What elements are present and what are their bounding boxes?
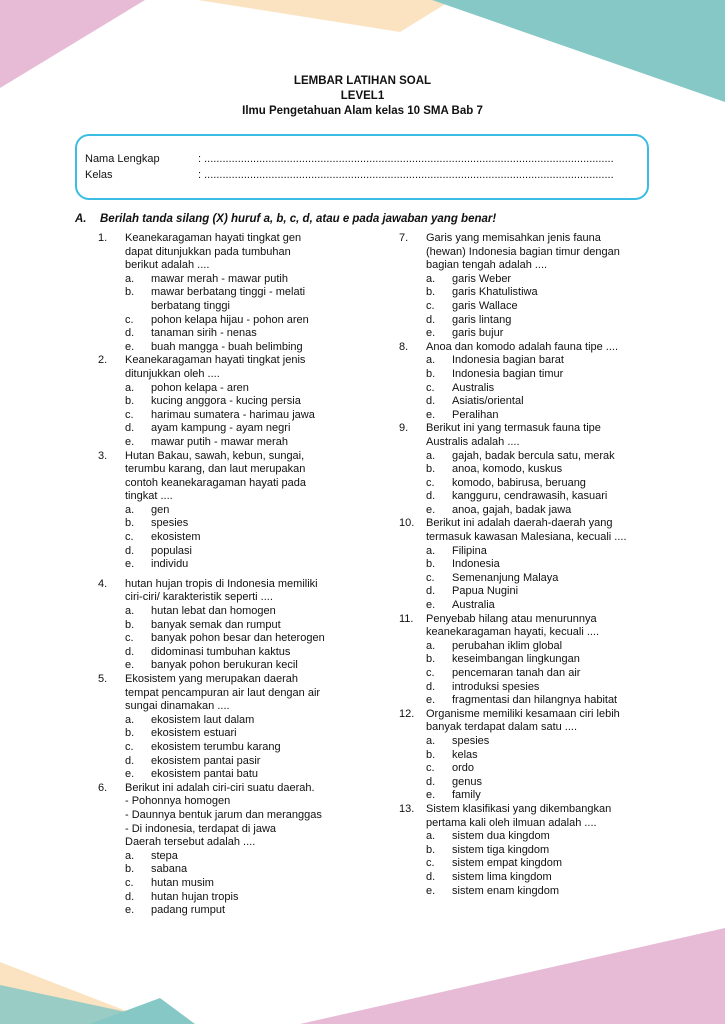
instruction-text: Berilah tanda silang (X) huruf a, b, c, d, atau e pada jawaban yang benar!: [100, 213, 497, 225]
answer-option[interactable]: [426, 490, 653, 504]
answer-option[interactable]: [125, 436, 346, 450]
question-number: 1.: [98, 232, 108, 244]
question-text: [426, 517, 653, 544]
option-text: banyak pohon besar dan heterogen: [151, 632, 325, 645]
option-text: individu: [151, 558, 189, 571]
option-text: mawar merah - mawar putih: [151, 272, 288, 285]
option-text: sistem empat kingdom: [452, 857, 563, 870]
option-letter[interactable]: d.: [426, 313, 436, 326]
answer-option[interactable]: [426, 667, 653, 681]
answer-option[interactable]: [426, 273, 653, 287]
question-line: tempat pencampuran air laut dengan air: [125, 686, 321, 699]
question-line: Berikut ini adalah ciri-ciri suatu daerah.: [125, 781, 315, 794]
answer-option[interactable]: [426, 789, 653, 803]
option-letter[interactable]: e.: [426, 789, 436, 802]
name-label: Nama Lengkap: [85, 153, 160, 165]
answer-option[interactable]: [426, 504, 653, 518]
option-text: sistem tiga kingdom: [452, 843, 550, 856]
option-letter[interactable]: e.: [125, 904, 135, 917]
answer-option[interactable]: [125, 904, 346, 918]
answer-option[interactable]: [426, 327, 653, 341]
option-text: garis lintang: [452, 313, 512, 326]
question-line: ditunjukkan oleh ....: [125, 367, 220, 380]
option-letter[interactable]: a.: [125, 849, 135, 862]
option-letter[interactable]: d.: [125, 754, 135, 767]
option-text: sistem dua kingdom: [452, 830, 550, 843]
option-letter[interactable]: b.: [125, 727, 135, 740]
option-letter[interactable]: d.: [125, 890, 135, 903]
option-text: fragmentasi dan hilangnya habitat: [452, 694, 618, 707]
question-line: termasuk kawasan Malesiana, kecuali ....: [426, 531, 627, 544]
question-number: 8.: [399, 340, 409, 353]
option-text: harimau sumatera - harimau jawa: [151, 408, 315, 421]
option-text: buah mangga - buah belimbing: [151, 340, 303, 353]
option-letter[interactable]: c.: [125, 740, 134, 753]
option-text: Indonesia: [452, 558, 500, 571]
answer-option[interactable]: [426, 762, 653, 776]
answer-option[interactable]: [426, 885, 653, 899]
option-text: sabana: [151, 863, 188, 876]
question-line: tingkat ....: [125, 490, 173, 503]
question-line: Garis yang memisahkan jenis fauna: [426, 232, 601, 244]
option-letter[interactable]: d.: [426, 870, 436, 883]
name-field-row[interactable]: [85, 152, 614, 166]
question-line: berikut adalah ....: [125, 259, 210, 272]
option-letter[interactable]: e.: [426, 884, 436, 897]
answer-option[interactable]: [125, 714, 346, 728]
answer-option[interactable]: [426, 640, 653, 654]
question-line: pertama kali oleh ilmuan adalah ....: [426, 816, 597, 829]
option-text: garis Weber: [452, 272, 512, 285]
option-text: Australis: [452, 381, 495, 394]
question-line: Berikut ini yang termasuk fauna tipe: [426, 422, 601, 435]
option-letter[interactable]: e.: [426, 327, 436, 340]
question-number: 11.: [399, 612, 414, 625]
question-number: 4.: [98, 577, 108, 590]
option-text: banyak pohon berukuran kecil: [151, 659, 298, 672]
option-text: sistem enam kingdom: [452, 884, 559, 897]
option-letter[interactable]: c.: [125, 531, 134, 544]
question-text: [426, 422, 653, 449]
option-letter[interactable]: a.: [125, 381, 135, 394]
option-text: ekosistem estuari: [151, 727, 237, 740]
option-text: gajah, badak bercula satu, merak: [452, 449, 615, 462]
answer-option[interactable]: [426, 409, 653, 423]
option-letter[interactable]: b.: [125, 517, 135, 530]
question-line: dapat ditunjukkan pada tumbuhan: [125, 245, 291, 258]
option-text: perubahan iklim global: [452, 639, 563, 652]
option-text: family: [452, 789, 481, 802]
option-letter[interactable]: a.: [125, 503, 135, 516]
question-line: contoh keanekaragaman hayati pada: [125, 476, 307, 489]
name-blank[interactable]: : ......................................................................................................................................: [198, 153, 614, 165]
option-letter[interactable]: b.: [426, 843, 436, 856]
option-letter[interactable]: c.: [426, 667, 435, 679]
answer-option[interactable]: [426, 735, 653, 749]
option-text: Semenanjung Malaya: [452, 571, 559, 584]
option-letter[interactable]: b.: [125, 395, 135, 408]
question-number: 2.: [98, 354, 108, 367]
answer-option[interactable]: [125, 877, 346, 891]
answer-option[interactable]: [125, 395, 346, 409]
question-text: [125, 232, 346, 273]
question-line: ciri-ciri/ karakteristik seperti ....: [125, 591, 273, 604]
option-letter[interactable]: b.: [125, 863, 135, 876]
answer-option[interactable]: [125, 755, 346, 769]
option-text: Papua Nugini: [452, 585, 519, 598]
option-letter[interactable]: b.: [426, 653, 436, 666]
option-letter[interactable]: e.: [426, 599, 436, 612]
option-letter[interactable]: c.: [125, 876, 134, 889]
option-text: pohon kelapa - aren: [151, 381, 249, 394]
question-text: [426, 613, 653, 640]
option-letter[interactable]: a.: [426, 830, 436, 843]
answer-option[interactable]: [125, 341, 346, 355]
answer-option[interactable]: [426, 368, 653, 382]
question-text: [426, 708, 653, 735]
student-info-box: [75, 134, 649, 200]
question-line: Berikut ini adalah daerah-daerah yang: [426, 517, 613, 530]
option-letter[interactable]: d.: [426, 585, 436, 598]
option-text: ayam kampung - ayam negri: [151, 422, 291, 435]
option-letter[interactable]: d.: [125, 645, 135, 658]
option-text: tanaman sirih - nenas: [151, 327, 257, 340]
question-item: [399, 517, 653, 612]
answer-option[interactable]: [125, 531, 346, 545]
question-line: Sistem klasifikasi yang dikembangkan: [426, 802, 612, 815]
option-letter[interactable]: c.: [125, 632, 134, 645]
option-text: Indonesia bagian barat: [452, 354, 564, 367]
answer-option[interactable]: [125, 850, 346, 864]
option-text: kangguru, cendrawasih, kasuari: [452, 490, 608, 503]
option-text: populasi: [151, 544, 192, 557]
option-letter[interactable]: a.: [426, 449, 436, 462]
option-letter[interactable]: a.: [125, 605, 135, 618]
answer-option[interactable]: [426, 776, 653, 790]
question-number: 10.: [399, 517, 415, 530]
question-line: Anoa dan komodo adalah fauna tipe ....: [426, 340, 619, 353]
answer-option[interactable]: [426, 830, 653, 844]
option-text: didominasi tumbuhan kaktus: [151, 645, 291, 658]
question-line: banyak terdapat dalam satu ....: [426, 721, 578, 734]
option-text: padang rumput: [151, 904, 225, 917]
option-text: sistem lima kingdom: [452, 870, 552, 883]
option-text: anoa, komodo, kuskus: [452, 463, 563, 476]
question-line: Australis adalah ....: [426, 435, 520, 448]
answer-option[interactable]: [426, 354, 653, 368]
answer-option[interactable]: [125, 605, 346, 619]
option-text: hutan hujan tropis: [151, 890, 239, 903]
question-number: 13.: [399, 802, 415, 815]
option-text: ekosistem: [151, 531, 201, 544]
option-text: kelas: [452, 748, 478, 761]
option-letter[interactable]: c.: [426, 857, 435, 870]
question-line: - Di indonesia, terdapat di jawa: [125, 822, 277, 835]
option-letter[interactable]: d.: [426, 680, 436, 693]
option-letter[interactable]: d.: [426, 395, 436, 408]
answer-option[interactable]: [125, 659, 346, 673]
option-letter[interactable]: a.: [125, 713, 135, 726]
question-item: [399, 422, 653, 517]
option-letter[interactable]: a.: [426, 354, 436, 367]
answer-option[interactable]: [426, 653, 653, 667]
option-text: keseimbangan lingkungan: [452, 653, 580, 666]
question-item: [98, 673, 346, 782]
question-line: keanekaragaman hayati, kecuali ....: [426, 626, 600, 639]
answer-option[interactable]: [426, 382, 653, 396]
section-instruction: [75, 212, 675, 227]
question-item: [399, 341, 653, 423]
answer-option[interactable]: [426, 694, 653, 708]
option-letter[interactable]: c.: [426, 476, 435, 489]
answer-option[interactable]: [426, 681, 653, 695]
section-letter: A.: [75, 213, 87, 225]
answer-option[interactable]: [125, 409, 346, 423]
option-text: pohon kelapa hijau - pohon aren: [151, 313, 309, 326]
answer-option[interactable]: [125, 891, 346, 905]
answer-option[interactable]: [125, 273, 346, 287]
answer-option[interactable]: [125, 619, 346, 633]
option-text: hutan lebat dan homogen: [151, 605, 276, 618]
option-text: spesies: [151, 517, 189, 530]
option-letter[interactable]: e.: [125, 340, 135, 353]
option-letter[interactable]: e.: [125, 659, 135, 672]
question-number: 6.: [98, 781, 108, 794]
question-text: [125, 450, 346, 504]
answer-option[interactable]: [426, 545, 653, 559]
answer-option[interactable]: [426, 844, 653, 858]
question-line: - Daunnya bentuk jarum dan meranggas: [125, 808, 322, 821]
answer-option[interactable]: [125, 863, 346, 877]
question-line: Keanekaragaman hayati tingkat jenis: [125, 354, 306, 367]
option-letter[interactable]: b.: [125, 286, 135, 299]
option-text: introduksi spesies: [452, 680, 540, 693]
question-number: 3.: [98, 449, 108, 462]
answer-option[interactable]: [426, 599, 653, 613]
question-text: [426, 341, 653, 355]
question-item: [98, 354, 346, 449]
option-letter[interactable]: a.: [125, 272, 135, 285]
option-letter[interactable]: b.: [426, 286, 436, 299]
option-letter[interactable]: b.: [125, 618, 135, 631]
option-text: hutan musim: [151, 876, 214, 889]
option-letter[interactable]: a.: [426, 272, 436, 285]
question-text: [125, 673, 346, 714]
question-text: [125, 782, 346, 850]
option-letter[interactable]: d.: [426, 775, 436, 788]
question-line: (hewan) Indonesia bagian timur dengan: [426, 245, 620, 258]
answer-option[interactable]: [426, 314, 653, 328]
option-letter[interactable]: c.: [426, 762, 435, 775]
option-text: garis Wallace: [452, 299, 518, 312]
answer-option[interactable]: [125, 286, 346, 313]
option-text: ordo: [452, 762, 475, 775]
answer-option[interactable]: [426, 450, 653, 464]
question-number: 5.: [98, 673, 108, 685]
class-label: Kelas: [85, 169, 113, 181]
option-text: garis bujur: [452, 327, 504, 340]
option-text: Indonesia bagian timur: [452, 367, 564, 380]
answer-option[interactable]: [125, 545, 346, 559]
option-letter[interactable]: e.: [426, 503, 436, 516]
option-letter[interactable]: d.: [125, 327, 135, 340]
question-item: [98, 782, 346, 918]
option-text: gen: [151, 503, 170, 516]
option-letter[interactable]: e.: [125, 768, 135, 781]
question-line: sungai dinamakan ....: [125, 700, 230, 713]
answer-option[interactable]: [426, 558, 653, 572]
option-letter[interactable]: b.: [426, 558, 436, 571]
answer-option[interactable]: [125, 517, 346, 531]
option-text: pencemaran tanah dan air: [452, 667, 581, 679]
question-item: [98, 232, 346, 354]
option-letter[interactable]: c.: [426, 571, 435, 584]
option-text: Asiatis/oriental: [452, 395, 524, 408]
question-line: hutan hujan tropis di Indonesia memiliki: [125, 577, 318, 590]
option-text: genus: [452, 775, 482, 788]
question-line: bagian tengah adalah ....: [426, 259, 548, 272]
questions-column-left: [98, 232, 346, 918]
question-item: [98, 450, 346, 578]
option-letter[interactable]: b.: [426, 367, 436, 380]
answer-option[interactable]: [125, 632, 346, 646]
question-text: [426, 232, 653, 273]
question-item: [399, 708, 653, 803]
answer-option[interactable]: [125, 504, 346, 518]
option-letter[interactable]: c.: [426, 381, 435, 394]
option-text: kucing anggora - kucing persia: [151, 395, 301, 408]
question-line: Ekosistem yang merupakan daerah: [125, 673, 299, 685]
option-text: ekosistem pantai batu: [151, 768, 259, 781]
question-item: [399, 232, 653, 341]
question-number: 9.: [399, 422, 409, 435]
answer-option[interactable]: [426, 585, 653, 599]
question-line: terumbu karang, dan laut merupakan: [125, 463, 306, 476]
answer-option[interactable]: [125, 768, 346, 782]
option-letter[interactable]: b.: [426, 748, 436, 761]
question-item: [399, 803, 653, 898]
answer-option[interactable]: [426, 749, 653, 763]
question-line: Hutan Bakau, sawah, kebun, sungai,: [125, 449, 305, 462]
option-text: spesies: [452, 734, 490, 747]
option-letter[interactable]: c.: [426, 299, 435, 312]
answer-option[interactable]: [125, 558, 346, 572]
worksheet-level: LEVEL1: [340, 90, 385, 102]
option-text: mawar putih - mawar merah: [151, 435, 288, 448]
worksheet-header: [0, 74, 725, 119]
option-letter[interactable]: c.: [125, 408, 134, 421]
option-text: ekosistem terumbu karang: [151, 740, 281, 753]
option-letter[interactable]: e.: [426, 408, 436, 421]
option-text: Peralihan: [452, 408, 499, 421]
answer-option[interactable]: [125, 422, 346, 436]
option-letter[interactable]: b.: [426, 463, 436, 476]
question-text: [426, 803, 653, 830]
option-text: Filipina: [452, 544, 487, 557]
option-letter[interactable]: a.: [426, 639, 436, 652]
option-letter[interactable]: d.: [125, 544, 135, 557]
option-text: ekosistem pantai pasir: [151, 754, 261, 767]
option-text: ekosistem laut dalam: [151, 713, 255, 726]
answer-option[interactable]: [125, 382, 346, 396]
option-letter[interactable]: e.: [125, 435, 135, 448]
question-line: Organisme memiliki kesamaan ciri lebih: [426, 707, 620, 720]
answer-option[interactable]: [426, 463, 653, 477]
question-line: Daerah tersebut adalah ....: [125, 836, 256, 849]
question-item: [98, 578, 346, 673]
answer-option[interactable]: [426, 871, 653, 885]
corner-shape-peach-top: [198, 0, 452, 32]
option-text: komodo, babirusa, beruang: [452, 476, 586, 489]
answer-option[interactable]: [426, 286, 653, 300]
answer-option[interactable]: [426, 395, 653, 409]
option-letter[interactable]: d.: [125, 422, 135, 435]
corner-shape-pink-bottom: [300, 928, 725, 1024]
option-letter[interactable]: c.: [125, 313, 134, 326]
question-line: Penyebab hilang atau menurunnya: [426, 612, 597, 625]
option-text: mawar berbatang tinggi - melati berbatang tinggi: [151, 286, 306, 312]
answer-option[interactable]: [426, 300, 653, 314]
answer-option[interactable]: [125, 727, 346, 741]
answer-option[interactable]: [125, 646, 346, 660]
question-text: [125, 578, 346, 605]
option-text: Australia: [452, 599, 495, 612]
question-line: Keanekaragaman hayati tingkat gen: [125, 232, 302, 244]
answer-option[interactable]: [426, 477, 653, 491]
question-text: [125, 354, 346, 381]
answer-option[interactable]: [125, 314, 346, 328]
option-letter[interactable]: d.: [426, 490, 436, 503]
answer-option[interactable]: [125, 327, 346, 341]
question-item: [399, 613, 653, 708]
option-text: anoa, gajah, badak jawa: [452, 503, 572, 516]
worksheet-subject: Ilmu Pengetahuan Alam kelas 10 SMA Bab 7: [242, 105, 483, 117]
option-text: garis Khatulistiwa: [452, 286, 538, 299]
questions-column-right: [399, 232, 653, 898]
worksheet-title: LEMBAR LATIHAN SOAL: [293, 75, 432, 87]
option-letter[interactable]: a.: [426, 544, 436, 557]
question-line: - Pohonnya homogen: [125, 795, 231, 808]
class-blank[interactable]: : ......................................................................................................................................: [198, 169, 614, 181]
option-text: stepa: [151, 849, 178, 862]
answer-option[interactable]: [426, 857, 653, 871]
option-letter[interactable]: a.: [426, 734, 436, 747]
answer-option[interactable]: [426, 572, 653, 586]
answer-option[interactable]: [125, 741, 346, 755]
option-text: banyak semak dan rumput: [151, 618, 281, 631]
option-letter[interactable]: e.: [125, 558, 135, 571]
question-number: 12.: [399, 707, 415, 720]
question-number: 7.: [399, 232, 409, 244]
option-letter[interactable]: e.: [426, 694, 436, 707]
class-field-row[interactable]: [85, 168, 614, 182]
